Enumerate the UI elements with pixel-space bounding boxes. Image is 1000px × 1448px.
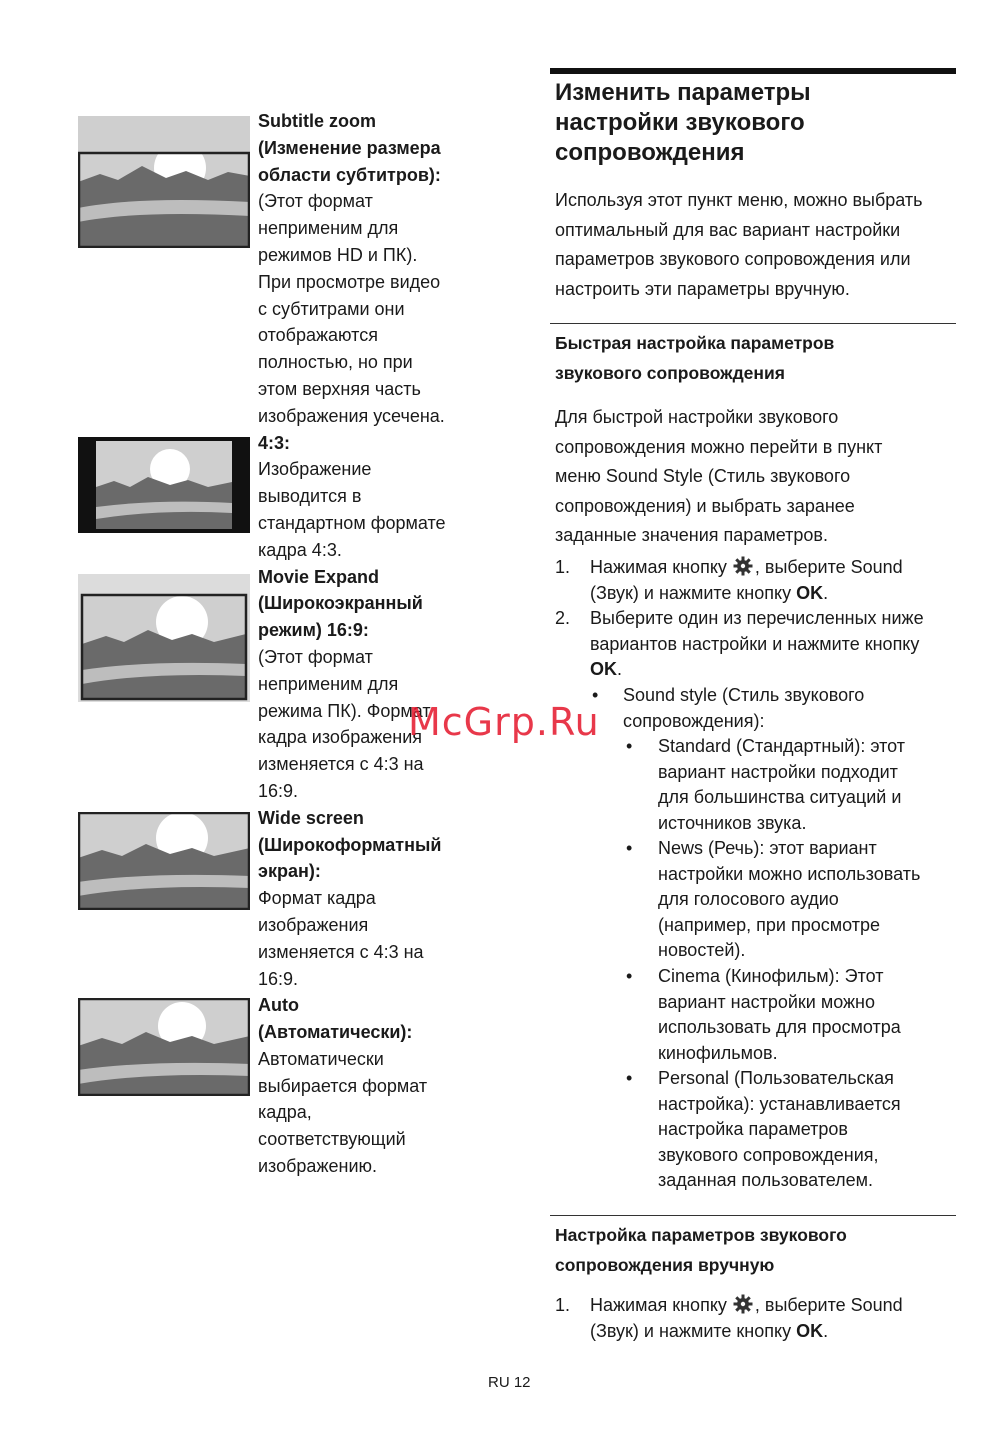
step-text-post: , выберите Sound xyxy=(754,557,903,577)
step-text-dot: . xyxy=(617,659,623,679)
movie-expand-illustration xyxy=(78,574,250,702)
item-body-line: отображаются xyxy=(258,325,378,346)
option-line: кинофильмов. xyxy=(658,1042,778,1063)
intro-line: Используя этот пункт меню, можно выбрать xyxy=(555,190,923,210)
quick-setup-heading xyxy=(555,329,955,388)
option-line: для большинства ситуаций и xyxy=(658,787,902,807)
item-title-line: (Широкоформатный xyxy=(258,834,442,855)
divider xyxy=(550,1215,956,1216)
step-text-post: , выберите Sound xyxy=(754,1295,903,1315)
heading-line: сопровождения вручную xyxy=(555,1254,775,1275)
wide-screen-illustration xyxy=(78,812,250,910)
option-line: вариант настройки можно xyxy=(658,991,876,1012)
bullet: • xyxy=(626,1068,633,1088)
watermark: McGrp.Ru xyxy=(408,700,600,744)
bullet: • xyxy=(626,838,633,858)
option-line: новостей). xyxy=(658,940,746,960)
intro-line: настроить эти параметры вручную. xyxy=(555,278,850,299)
item-body-line: Формат кадра xyxy=(258,888,376,909)
item-body-line: режимов HD и ПК). xyxy=(258,244,418,265)
item-body-line: 16:9. xyxy=(258,780,299,801)
item-body-line: полностью, но при xyxy=(258,352,413,373)
heading-line: Настройка параметров звукового xyxy=(555,1225,847,1245)
option-line: источников звука. xyxy=(658,812,807,833)
item-title-line: режим) 16:9: xyxy=(258,620,369,641)
divider xyxy=(550,323,956,324)
item-title-line: экран): xyxy=(258,861,321,882)
subtitle-zoom-illustration xyxy=(78,116,250,248)
option-line: для голосового аудио xyxy=(658,889,839,909)
section-top-bar xyxy=(550,68,956,74)
ok-key-label: OK xyxy=(796,582,824,603)
ok-key-label: OK xyxy=(796,1320,824,1341)
intro-paragraph xyxy=(555,186,960,304)
option-line: использовать для просмотра xyxy=(658,1017,901,1037)
step-text-dot: . xyxy=(823,582,829,603)
item-body-line: изображения xyxy=(258,914,369,935)
step-1-text xyxy=(590,555,960,606)
item-body-line: неприменим для xyxy=(258,218,399,239)
step-number: 1. xyxy=(555,1295,571,1315)
item-title-line: (Широкоэкранный xyxy=(258,593,423,614)
step-number: 2. xyxy=(555,608,571,628)
section-title-line: Изменить параметры xyxy=(555,79,811,106)
option-line: Personal (Пользовательская xyxy=(658,1068,894,1088)
gear-icon xyxy=(733,556,753,576)
step-number: 1. xyxy=(555,557,571,577)
subtitle-zoom-description xyxy=(258,108,488,1180)
bullet: • xyxy=(626,736,633,756)
item-body-line: изменяется с 4:3 на xyxy=(258,941,424,962)
item-title-line: 4:3: xyxy=(258,432,291,453)
item-body-line: 16:9. xyxy=(258,968,299,989)
option-line: Standard (Стандартный): этот xyxy=(658,736,906,756)
step-text-pre: Нажимая кнопку xyxy=(590,1295,727,1315)
item-body-line: режима ПК). Формат xyxy=(258,700,431,721)
option-line: (например, при просмотре xyxy=(658,914,880,935)
item-title-line: (Автоматически): xyxy=(258,1022,413,1043)
step-2-text xyxy=(590,606,960,683)
option-news xyxy=(658,836,958,964)
option-personal xyxy=(658,1066,958,1194)
item-body-line: кадра изображения xyxy=(258,727,423,748)
item-body-line: соответствующий xyxy=(258,1129,406,1150)
item-title-line: Auto xyxy=(258,995,299,1016)
item-body-line: кадра 4:3. xyxy=(258,539,342,560)
item-body-line: этом верхняя часть xyxy=(258,378,421,399)
ratio-4-3-illustration xyxy=(78,437,250,533)
auto-illustration xyxy=(78,998,250,1096)
ok-key-label: OK xyxy=(590,659,617,679)
item-body-line: (Этот формат xyxy=(258,646,373,667)
para-line: Для быстрой настройки звукового xyxy=(555,407,839,427)
step-line: Выберите один из перечисленных ниже xyxy=(590,608,924,628)
item-body-line: Автоматически xyxy=(258,1048,384,1069)
item-body-line: с субтитрами они xyxy=(258,298,405,319)
intro-line: параметров звукового сопровождения или xyxy=(555,249,911,269)
manual-step-1-text xyxy=(590,1293,960,1344)
para-line: меню Sound Style (Стиль звукового xyxy=(555,466,851,486)
item-body-line: неприменим для xyxy=(258,673,399,694)
bullet: • xyxy=(626,966,633,986)
item-body-line: стандартном формате xyxy=(258,512,446,533)
intro-line: оптимальный для вас вариант настройки xyxy=(555,219,901,240)
heading-line: Быстрая настройка параметров xyxy=(555,333,835,353)
section-title-line: настройки звукового xyxy=(555,109,805,136)
manual-setup-heading xyxy=(555,1221,955,1280)
option-line: Cinema (Кинофильм): Этот xyxy=(658,966,884,986)
bullet-line: Sound style (Стиль звукового xyxy=(623,685,865,705)
step-text-dot: . xyxy=(823,1320,829,1341)
option-standard xyxy=(658,734,958,836)
item-title-line: Subtitle zoom xyxy=(258,111,376,131)
item-body-line: изображения усечена. xyxy=(258,405,445,426)
gear-icon xyxy=(733,1294,753,1314)
para-line: заданные значения параметров. xyxy=(555,525,828,545)
option-line: заданная пользователем. xyxy=(658,1170,874,1190)
item-body-line: (Этот формат xyxy=(258,191,373,212)
sound-style-item xyxy=(623,683,953,734)
step-line: вариантов настройки и нажмите кнопку xyxy=(590,633,920,654)
option-line: вариант настройки подходит xyxy=(658,761,898,782)
bullet-line: сопровождения): xyxy=(623,710,765,731)
option-line: News (Речь): этот вариант xyxy=(658,838,877,858)
section-title-line: сопровождения xyxy=(555,139,745,166)
section-title xyxy=(555,78,955,168)
option-line: настройка): устанавливается xyxy=(658,1093,901,1114)
item-body-line: изменяется с 4:3 на xyxy=(258,754,424,775)
option-line: настройки можно использовать xyxy=(658,863,921,884)
para-line: сопровождения можно перейти в пункт xyxy=(555,436,883,457)
item-body-line: При просмотре видео xyxy=(258,271,441,292)
option-cinema xyxy=(658,964,958,1066)
para-line: сопровождения) и выбрать заранее xyxy=(555,495,855,516)
item-title-line: (Изменение размера xyxy=(258,137,441,158)
item-body-line: изображению. xyxy=(258,1156,377,1177)
step-text-line2: (Звук) и нажмите кнопку xyxy=(590,1320,797,1341)
option-line: звукового сопровождения, xyxy=(658,1144,879,1165)
item-body-line: кадра, xyxy=(258,1102,312,1123)
quick-setup-paragraph xyxy=(555,403,955,551)
step-text-line2: (Звук) и нажмите кнопку xyxy=(590,582,797,603)
item-body-line: Изображение xyxy=(258,459,372,480)
page-number: RU 12 xyxy=(488,1374,531,1391)
item-body-line: выводится в xyxy=(258,486,362,507)
bullet: • xyxy=(592,685,599,705)
step-text-pre: Нажимая кнопку xyxy=(590,557,727,577)
option-line: настройка параметров xyxy=(658,1119,848,1139)
item-title-line: Movie Expand xyxy=(258,566,380,587)
item-body-line: выбирается формат xyxy=(258,1075,428,1096)
item-title-line: области субтитров): xyxy=(258,164,441,185)
heading-line: звукового сопровождения xyxy=(555,362,785,383)
item-title-line: Wide screen xyxy=(258,807,364,828)
